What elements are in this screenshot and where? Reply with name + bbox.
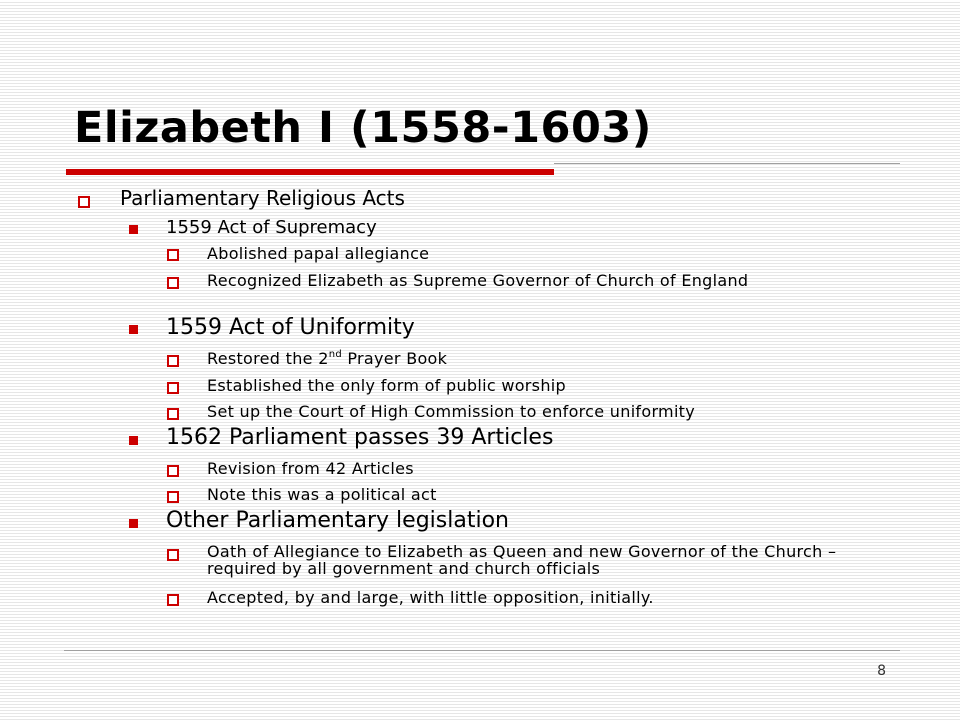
hollow-square-bullet-icon [167,549,179,561]
section-label-supremacy: 1559 Act of Supremacy [166,217,377,238]
hollow-square-bullet-icon [167,355,179,367]
footer-rule [64,650,900,651]
list-item: Abolished papal allegiance [207,244,430,263]
ordinal-superscript: nd [328,349,342,360]
page-number: 8 [877,663,886,679]
slide-title: Elizabeth I (1558-1603) [74,103,652,153]
section-label-other-legislation: Other Parliamentary legislation [166,508,509,533]
list-item: Recognized Elizabeth as Supreme Governor of Church of England [207,271,749,290]
list-item: Set up the Court of High Commission to enforce uniformity [207,402,696,421]
hollow-square-bullet-icon [167,491,179,503]
hollow-square-bullet-icon [167,408,179,420]
list-item-text: Prayer Book [341,349,448,368]
hollow-square-bullet-icon [167,277,179,289]
list-item: Accepted, by and large, with little opposition, initially. [207,588,654,607]
list-item: Revision from 42 Articles [207,459,414,478]
list-item: Note this was a political act [207,485,437,504]
section-label-39-articles: 1562 Parliament passes 39 Articles [166,425,554,450]
filled-square-bullet-icon [129,436,138,445]
list-item-text: Restored the 2 [207,349,329,368]
hollow-square-bullet-icon [167,465,179,477]
filled-square-bullet-icon [129,325,138,334]
filled-square-bullet-icon [129,519,138,528]
list-item [207,349,447,368]
hollow-square-bullet-icon [78,196,90,208]
list-item: Oath of Allegiance to Elizabeth as Queen and new Governor of the Church – required by all government and church officials [207,542,837,578]
hollow-square-bullet-icon [167,249,179,261]
list-item: Established the only form of public worship [207,376,566,395]
outline-heading: Parliamentary Religious Acts [120,186,405,210]
section-label-uniformity: 1559 Act of Uniformity [166,315,415,340]
filled-square-bullet-icon [129,225,138,234]
hollow-square-bullet-icon [167,594,179,606]
hollow-square-bullet-icon [167,382,179,394]
